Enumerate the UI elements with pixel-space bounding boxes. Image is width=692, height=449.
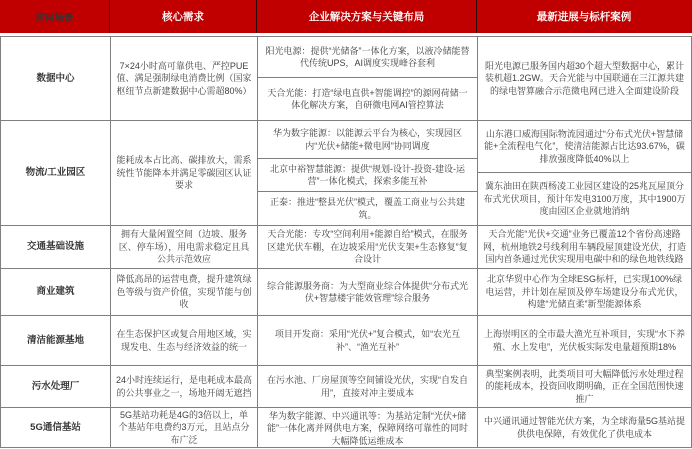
progress-stack [478,316,692,365]
table-header-cell: 核心需求 [110,0,257,33]
table-header-cell: 最新进展与标杆案例 [536,11,632,23]
table-row [1,366,692,408]
scenario-cell: 商业建筑 [1,269,111,315]
solutions-stack [258,37,478,120]
scenario-cell: 交通基础设施 [1,226,111,268]
scenario-cell: 清洁能源基地 [1,316,111,365]
solution-cell: 北京中裕智慧能源：提供“规划-设计-投资-建设-运营”一体化模式，探索多能互补 [258,159,477,192]
progress-stack [478,269,692,315]
progress-stack [478,408,692,447]
progress-cell: 阳光电源已服务国内超30个超大型数据中心，累计装机超1.2GW。天合光能与中国联通在三江源共建的绿电智算融合示范微电网已进入全面建设阶段 [484,60,684,96]
solutions-stack [258,226,478,268]
progress-cell: 冀东油田在陕西杨凌工业园区建设的25兆瓦屋顶分布式光伏项目，预计年发电3100万度，其中1900万度由园区企业就地消纳 [483,181,686,217]
progress-cell: 天合光能“光伏+交通”业务已覆盖12个省份高速路网，杭州地铁2号线利用车辆段屋顶建设光伏，打造国内首条通过光伏实现用电碳中和的绿色地铁线路 [483,229,687,265]
solution-cell: 在污水池、厂房屋顶等空间铺设光伏，实现“自发自用”，直接对冲主要成本 [267,375,468,398]
progress-stack [478,366,692,407]
solutions-stack [258,269,478,315]
scenario-cell: 5G通信基站 [1,408,111,447]
solution-cell: 华为数字能源、中兴通讯等：为基站定制“光伏+储能”一体化离并网供电方案，保障网络可靠性的同时大幅降低运维成本 [267,411,468,446]
progress-cell: 上海崇明区的全市最大渔光互补项目，实现“水下养殖、水上发电”，光伏板实际发电量超预期18% [484,329,685,352]
scenario-cell: 污水处理厂 [1,366,111,407]
needs-cell: 7×24小时高可靠供电、严控PUE值、满足强制绿电消费比例（国家枢纽节点新建数据中心需超80%） [111,37,258,120]
solutions-stack [258,366,478,407]
progress-cell: 北京华贸中心作为全球ESG标杆，已实现100%绿电运营，并计划在屋顶及停车场建设分布式光伏，构建“光储直柔”新型能源体系 [485,274,684,310]
table-body [0,36,692,448]
table-row [1,37,692,121]
progress-stack [478,37,692,120]
needs-cell: 拥有大量闲置空间（边坡、服务区、停车场），用电需求稳定且具公共示范效应 [111,226,258,268]
scenario-cell: 物流/工业园区 [1,121,111,225]
solution-cell: 天合光能：专攻“空间利用+能源自给”模式，在服务区建光伏车棚，在边坡采用“光伏支架+生态修复”复合设计 [267,229,468,265]
table-row [1,226,692,269]
solutions-stack [258,316,478,365]
needs-cell: 降低高昂的运营电费，提升建筑绿色等级与资产价值，实现节能与创收 [111,269,258,315]
needs-cell: 在生态保护区或复合用地区域，实现发电、生态与经济效益的统一 [111,316,258,365]
table-row [1,316,692,366]
progress-cell: 中兴通讯通过智能光伏方案，为全球海量5G基站提供供电保障，有效优化了供电成本 [483,416,685,439]
progress-stack [478,226,692,268]
table-row [1,408,692,448]
table-header-row [0,0,692,33]
progress-stack [478,121,692,225]
scenario-cell: 数据中心 [1,37,111,120]
solution-cell: 综合能源服务商：为大型商业综合体提供“分布式光伏+智慧楼宇能效管理”综合服务 [267,280,468,303]
needs-cell: 5G基站功耗是4G的3倍以上，单个基站年电费约3万元，且站点分布广泛 [111,408,258,447]
solutions-stack [258,408,478,447]
solution-cell: 华为数字能源：以能源云平台为核心，实现园区内“光伏+储能+微电网”协同调度 [258,121,477,159]
progress-cell: 典型案例表明，此类项目可大幅降低污水处理过程的能耗成本，投资回收期明确，正在全国范围快速推广 [485,369,684,404]
solution-cell: 阳光电源：提供“光储备”一体化方案，以液冷储能替代传统UPS，AI调度实现峰谷套利 [258,37,477,78]
solutions-stack [258,121,478,225]
table-header-cell: 企业解决方案与关键布局 [257,0,477,33]
solution-cell: 天合光能：打造“绿电直供+智能调控”的源网荷储一体化解决方案，自研微电网AI管控算法 [267,87,468,110]
progress-cell: 山东港口威海国际物流园通过“分布式光伏+智慧储能+全流程电气化”，使清洁能源占比达93.67%，碳排放强度降低40%以上 [478,121,691,173]
table-row [1,269,692,316]
needs-cell: 能耗成本占比高、碳排放大，需系统性节能降本并满足零碳园区认证要求 [111,121,258,225]
table-row [1,121,692,226]
table-header-cell: 应用场景 [0,0,110,33]
needs-cell: 24小时连续运行，是电耗成本最高的公共事业之一，场地开阔无遮挡 [111,366,258,407]
solution-cell: 正泰：推进“整县光伏”模式，覆盖工商业与公共建筑。 [270,197,465,220]
solution-cell: 项目开发商：采用“光伏+”复合模式，如“农光互补”、“渔光互补” [274,329,461,352]
